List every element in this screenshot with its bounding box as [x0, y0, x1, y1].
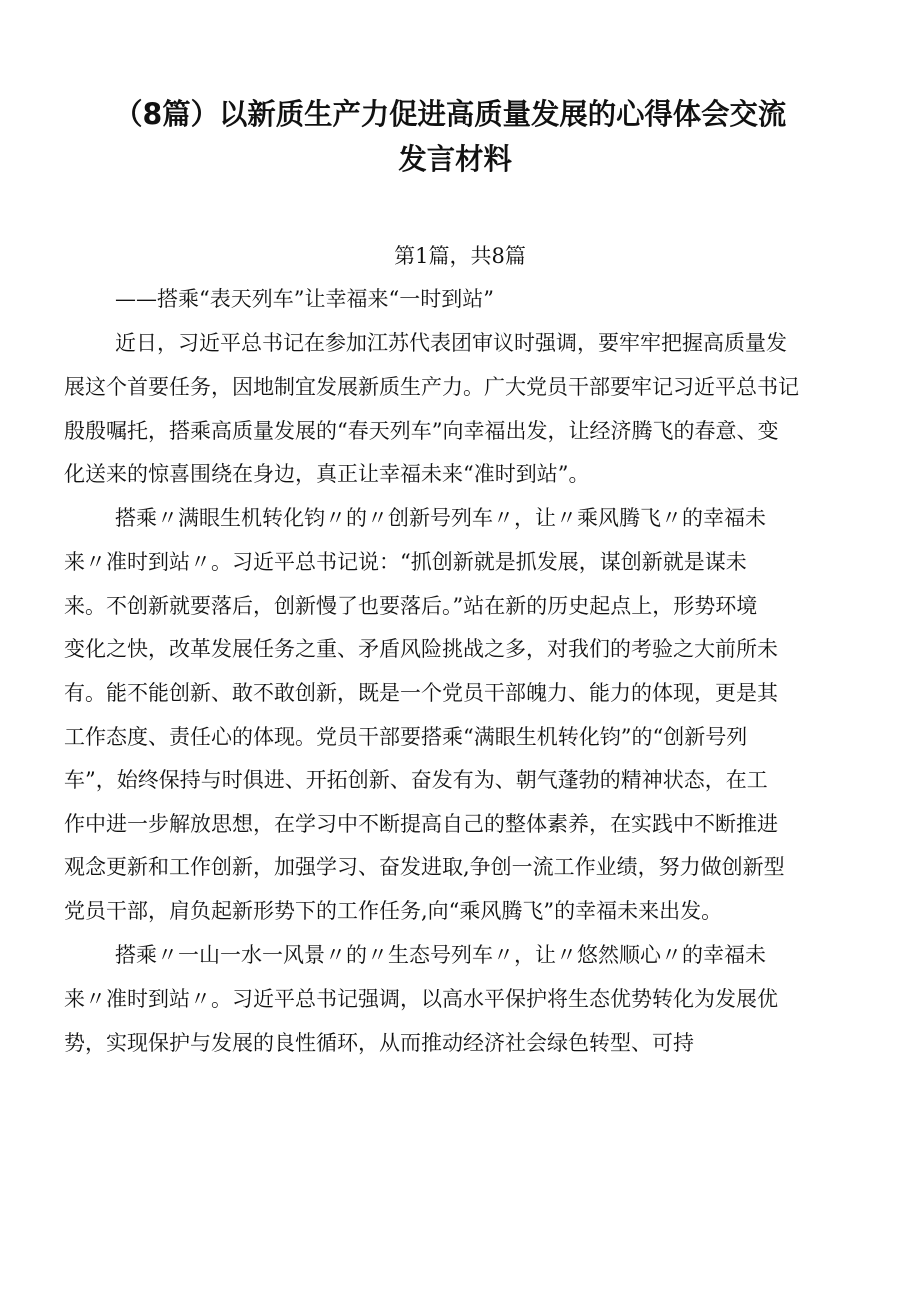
paragraph-2-line: 作中进一步解放思想，在学习中不断提高自己的整体素养，在实践中不断推进	[64, 812, 778, 836]
paragraph-3-line: 势，实现保护与发展的良性循环，从而推动经济社会绿色转型、可持	[64, 1031, 694, 1055]
paragraph-2-line: 车”，始终保持与时俱进、开拓创新、奋发有为、朝气蓬勃的精神状态，在工	[64, 768, 768, 792]
paragraph-3-heading-end: 来〃准时到站〃。	[64, 987, 232, 1011]
paragraph-2-line: 观念更新和工作创新，加强学习、奋发进取,争创一流工作业绩，努力做创新型	[64, 855, 785, 879]
paragraph-3-line	[64, 984, 778, 1014]
paragraph-1-line: 近日，习近平总书记在参加江苏代表团审议时强调，要牢牢把握高质量发	[115, 331, 787, 355]
paragraph-2-line: 有。能不能创新、敢不敢创新，既是一个党员干部魄力、能力的体现，更是其	[64, 681, 778, 705]
paragraph-2-line: 来。不创新就要落后，创新慢了也要落后。”站在新的历史起点上，形势环境	[64, 594, 758, 618]
paragraph-2-text: 习近平总书记说：“抓创新就是抓发展，谋创新就是谋未	[232, 550, 747, 574]
paragraph-2-line: 工作态度、责任心的体现。党员干部要搭乘“满眼生机转化钧”的“创新号列	[64, 725, 748, 749]
paragraph-2-line: 变化之快，改革发展任务之重、矛盾风险挑战之多，对我们的考验之大前所未	[64, 637, 778, 661]
paragraph-3-heading: 搭乘〃一山一水一风景〃的〃生态号列车〃，让〃悠然顺心〃的幸福未	[115, 943, 766, 967]
paragraph-3-text: 习近平总书记强调，以高水平保护将生态优势转化为发展优	[232, 987, 778, 1011]
paragraph-1-line: 殷殷嘱托，搭乘高质量发展的“春天列车”向幸福出发，让经济腾飞的春意、变	[64, 419, 779, 443]
paragraph-1-line: 化送来的惊喜围绕在身边，真正让幸福未来“准时到站”。	[64, 462, 590, 486]
document-title-line-1: （8篇）以新质生产力促进高质量发展的心得体会交流	[114, 97, 787, 131]
paragraph-2-line	[64, 547, 747, 577]
paragraph-2-heading: 搭乘〃满眼生机转化钧〃的〃创新号列车〃，让〃乘风腾飞〃的幸福未	[115, 506, 766, 530]
paragraph-1-line: 展这个首要任务，因地制宜发展新质生产力。广大党员干部要牢记习近平总书记	[64, 375, 799, 399]
paragraph-2-line: 党员干部，肩负起新形势下的工作任务,向“乘风腾飞”的幸福未来出发。	[64, 899, 723, 923]
section-header: 第1篇，共8篇	[394, 244, 526, 268]
section-subtitle: ——搭乘“表天列车”让幸福来“一时到站”	[115, 287, 494, 311]
paragraph-2-heading-end: 来〃准时到站〃。	[64, 550, 232, 574]
document-title-line-2: 发言材料	[398, 142, 512, 176]
